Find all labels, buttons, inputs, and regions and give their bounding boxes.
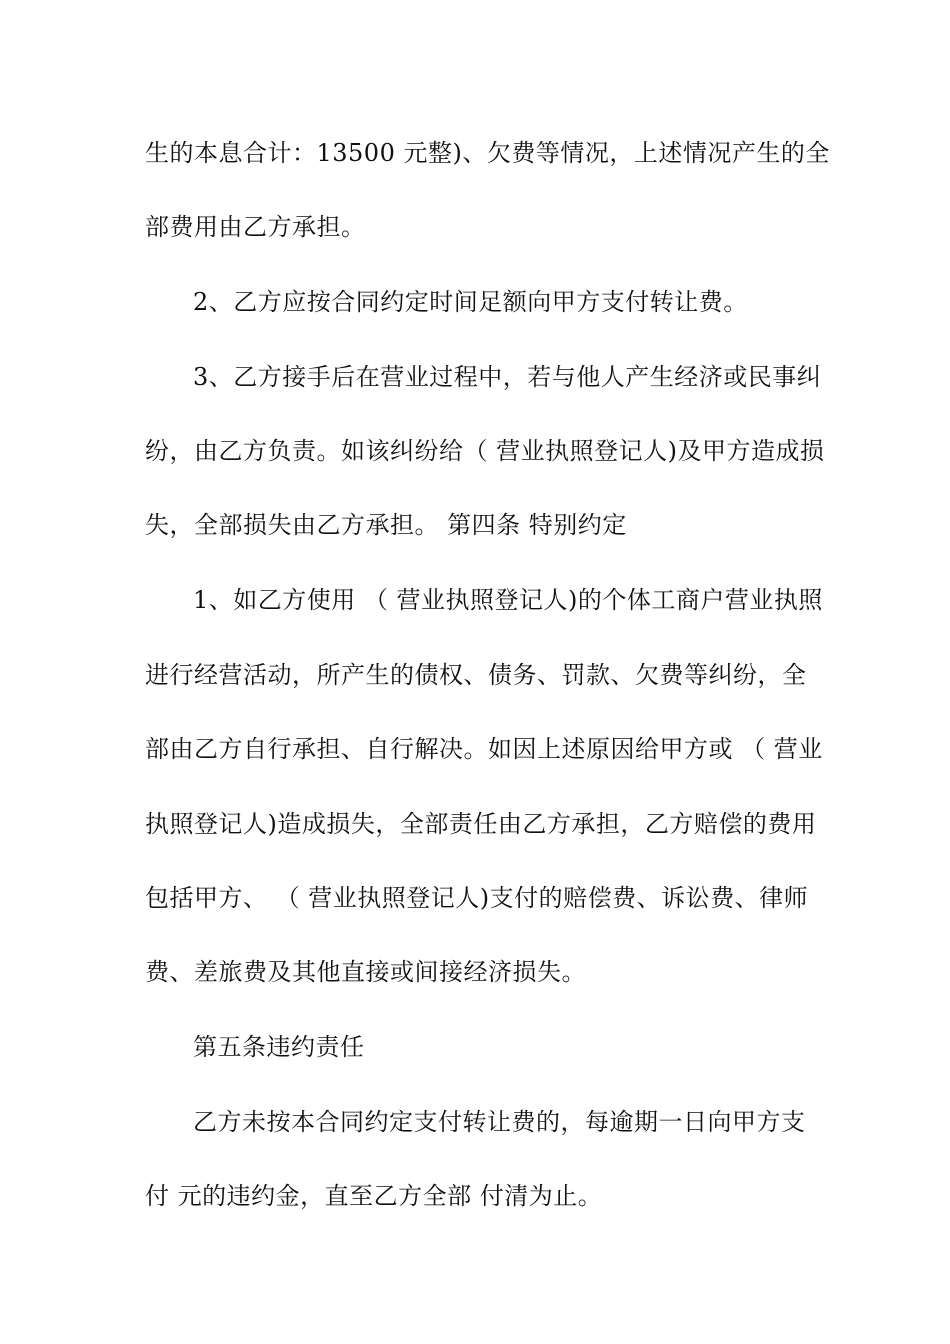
- text-line: 费、差旅费及其他直接或间接经济损失。: [145, 958, 586, 986]
- text-line: 付 元的违约金，直至乙方全部 付清为止。: [145, 1182, 603, 1210]
- section-heading: 第五条违约责任: [193, 1033, 365, 1061]
- text-line: 部由乙方自行承担、自行解决。如因上述原因给甲方或 （ 营业: [145, 735, 823, 763]
- text-line: 失，全部损失由乙方承担。 第四条 特别约定: [145, 511, 627, 539]
- text-line: 乙方未按本合同约定支付转让费的，每逾期一日向甲方支: [193, 1108, 806, 1136]
- text-line: 包括甲方、 （ 营业执照登记人)支付的赔偿费、诉讼费、律师: [145, 884, 809, 912]
- text-line: 进行经营活动，所产生的债权、债务、罚款、欠费等纠纷，全: [145, 661, 807, 689]
- text-line: 3、乙方接手后在营业过程中，若与他人产生经济或民事纠: [193, 363, 822, 391]
- text-line: 1、如乙方使用 （ 营业执照登记人)的个体工商户营业执照: [193, 586, 823, 614]
- text-line: 部费用由乙方承担。: [145, 213, 366, 241]
- text-line: 执照登记人)造成损失，全部责任由乙方承担，乙方赔偿的费用: [145, 810, 817, 838]
- text-line: 生的本息合计：13500 元整)、欠费等情况，上述情况产生的全: [145, 139, 830, 167]
- text-line: 纷，由乙方负责。如该纠纷给（ 营业执照登记人)及甲方造成损: [145, 437, 825, 465]
- text-line: 2、乙方应按合同约定时间足额向甲方支付转让费。: [193, 288, 748, 316]
